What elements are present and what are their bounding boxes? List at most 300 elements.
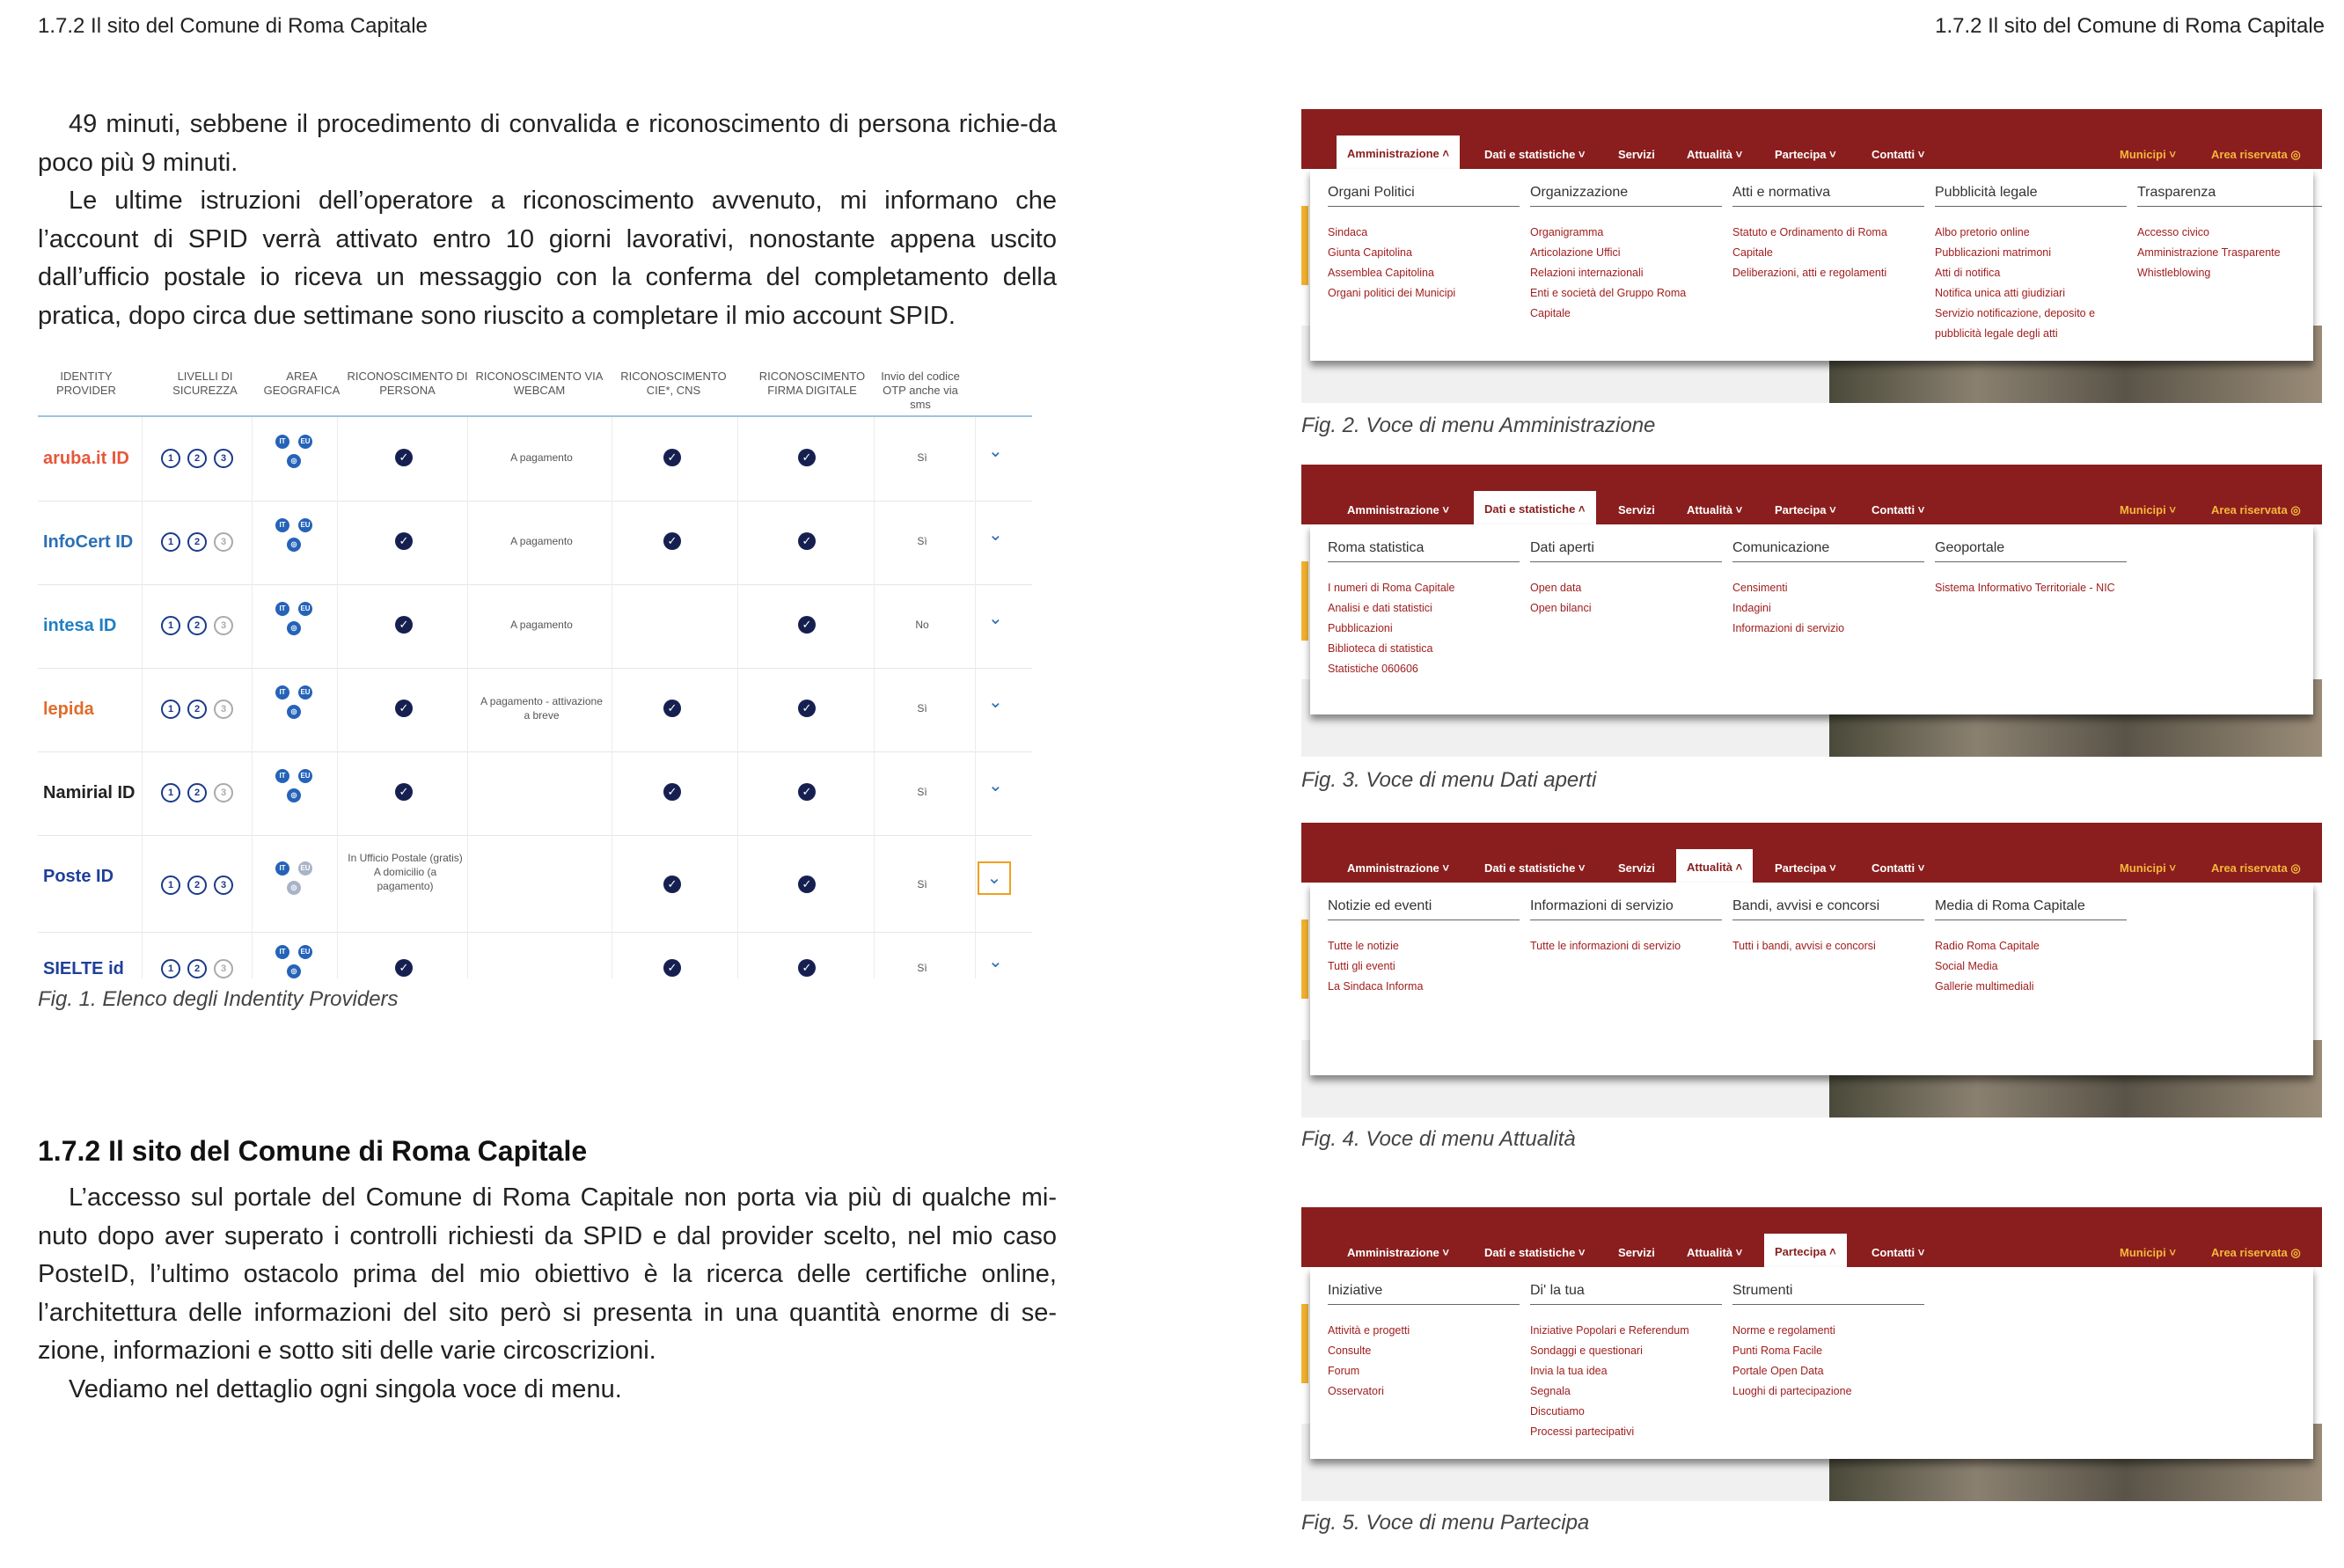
menu-column-title[interactable]: Notizie ed eventi — [1328, 898, 1520, 920]
menu-link[interactable]: Atti di notifica — [1935, 267, 2001, 279]
menu-link[interactable]: Tutte le notizie — [1328, 940, 1399, 952]
otp-value: Sì — [917, 878, 927, 890]
cell-separator — [874, 417, 875, 501]
menu-column-title[interactable]: Informazioni di servizio — [1530, 898, 1722, 920]
geo-area-icon: EU — [298, 685, 312, 700]
menu-links — [1530, 1321, 1722, 1442]
menu-links — [1732, 223, 1924, 283]
security-level-icon: 1 — [161, 449, 180, 468]
menu-links — [1328, 578, 1520, 679]
cell-separator — [337, 501, 338, 584]
nav-item-amministrazione[interactable]: Amministrazione ˅ — [1347, 861, 1449, 875]
menu-link[interactable]: Sondaggi e questionari — [1530, 1345, 1643, 1357]
running-head-right: 1.7.2 Il sito del Comune di Roma Capitale — [1935, 14, 2325, 38]
running-head-left: 1.7.2 Il sito del Comune di Roma Capitale — [38, 14, 428, 38]
check-icon: ✓ — [798, 449, 816, 466]
menu-column — [1732, 1283, 1924, 1402]
geo-area-icon: IT — [275, 602, 289, 616]
nav-item-attualit-[interactable]: Attualità ˅ — [1687, 503, 1743, 517]
section-paragraph-1: L’accesso sul portale del Comune di Roma Capitale non porta via più di qualche mi-nuto dopo aver superato i controlli richiesti da SPID e dal provider scelto, nel mio caso PosteID, l’ultimo ostacolo prima del mio obiettivo è la ricerca delle certifiche online, l’architettura delle informazioni del sito però si presenta in una quantità enorme di se-zione, informazioni e sotto siti delle varie circoscrizioni. — [38, 1183, 1057, 1365]
menu-column — [1328, 898, 1520, 997]
cell-separator — [337, 417, 338, 501]
menu-links — [1328, 1321, 1520, 1402]
check-icon: ✓ — [798, 532, 816, 550]
nav-item-partecipa[interactable]: Partecipa ˄ — [1764, 1234, 1847, 1267]
menu-link[interactable]: Tutti gli eventi — [1328, 960, 1395, 972]
table-row — [38, 417, 1032, 502]
menu-column — [1328, 540, 1520, 679]
main-navbar — [1301, 1207, 2322, 1267]
cell-separator — [337, 668, 338, 751]
security-level-icon: 1 — [161, 532, 180, 552]
th-cie: RICONOSCIMENTO CIE*, CNS — [620, 370, 727, 397]
menu-column-title[interactable]: Pubblicità legale — [1935, 185, 2127, 207]
menu-link[interactable]: Statuto e Ordinamento di Roma Capitale — [1732, 226, 1887, 259]
chevron-down-icon[interactable]: ⌄ — [988, 776, 1003, 795]
menu-link[interactable]: Analisi e dati statistici — [1328, 602, 1432, 614]
menu-links — [1530, 223, 1722, 324]
geo-area-icon: EU — [298, 861, 312, 876]
cell-separator — [467, 751, 468, 835]
geo-area-icon: IT — [275, 945, 289, 959]
nav-item-contatti[interactable]: Contatti ˅ — [1872, 1246, 1925, 1259]
cell-separator — [467, 668, 468, 751]
menu-links — [2137, 223, 2322, 283]
nav-item-dati-e-statistiche[interactable]: Dati e statistiche ˅ — [1484, 861, 1586, 875]
menu-links — [1328, 936, 1520, 997]
menu-column — [1530, 1283, 1722, 1442]
yellow-side-tab — [1301, 920, 1308, 999]
webcam-text: A pagamento — [510, 619, 573, 631]
cell-separator — [252, 835, 253, 932]
main-navbar — [1301, 823, 2322, 883]
menu-column-title[interactable]: Strumenti — [1732, 1283, 1924, 1305]
check-icon: ✓ — [663, 876, 681, 893]
check-icon: ✓ — [798, 783, 816, 801]
nav-area-riservata[interactable]: Area riservata ◎ — [2211, 861, 2301, 875]
menu-link[interactable]: Organi politici dei Municipi — [1328, 287, 1456, 299]
nav-area-riservata[interactable]: Area riservata ◎ — [2211, 503, 2301, 517]
menu-links — [1732, 1321, 1924, 1402]
menu-link[interactable]: Social Media — [1935, 960, 1998, 972]
menu-links — [1732, 578, 1924, 639]
cell-separator — [737, 501, 738, 584]
geo-area-icon: IT — [275, 518, 289, 532]
otp-value: No — [915, 619, 929, 631]
menu-link[interactable]: Punti Roma Facile — [1732, 1345, 1823, 1357]
nav-item-servizi[interactable]: Servizi — [1618, 861, 1655, 875]
cell-separator — [737, 927, 738, 978]
check-icon: ✓ — [395, 532, 413, 550]
cell-separator — [737, 417, 738, 501]
menu-link[interactable]: Tutte le informazioni di servizio — [1530, 940, 1681, 952]
otp-value: Sì — [917, 451, 927, 464]
cell-separator — [874, 501, 875, 584]
globe-icon: ◎ — [287, 538, 301, 552]
chevron-down-icon[interactable]: ⌄ — [978, 861, 1011, 895]
provider-logo: aruba.it ID — [43, 448, 129, 468]
main-navbar — [1301, 109, 2322, 169]
menu-link[interactable]: Organigramma — [1530, 226, 1604, 238]
cell-separator — [975, 417, 976, 501]
chevron-down-icon[interactable]: ⌄ — [988, 609, 1003, 628]
dropdown-panel — [1310, 1267, 2313, 1459]
menu-link[interactable]: Open data — [1530, 582, 1582, 594]
nav-item-dati-e-statistiche[interactable]: Dati e statistiche ˄ — [1474, 491, 1596, 524]
provider-logo: intesa ID — [43, 615, 117, 635]
menu-link[interactable]: Articolazione Uffici — [1530, 246, 1621, 259]
menu-link[interactable]: Tutti i bandi, avvisi e concorsi — [1732, 940, 1876, 952]
check-icon: ✓ — [395, 959, 413, 977]
menu-column — [1328, 185, 1520, 304]
table-row — [38, 584, 1032, 669]
nav-item-attualit-[interactable]: Attualità ˅ — [1687, 148, 1743, 161]
cell-separator — [467, 501, 468, 584]
nav-municipi[interactable]: Municipi ˅ — [2120, 148, 2176, 161]
dropdown-panel — [1310, 524, 2313, 714]
security-level-icon: 3 — [214, 700, 233, 719]
menu-link[interactable]: Assemblea Capitolina — [1328, 267, 1434, 279]
otp-value: Sì — [917, 535, 927, 547]
menu-link[interactable]: Whistleblowing — [2137, 267, 2211, 279]
menu-link[interactable]: Luoghi di partecipazione — [1732, 1385, 1852, 1397]
menu-link[interactable]: La Sindaca Informa — [1328, 980, 1424, 993]
check-icon: ✓ — [798, 959, 816, 977]
menu-link[interactable]: Informazioni di servizio — [1732, 622, 1845, 634]
table-row — [38, 927, 1032, 978]
menu-link[interactable]: Censimenti — [1732, 582, 1788, 594]
intro-paragraph-2: Le ultime istruzioni dell’operatore a riconoscimento avvenuto, mi informano che l’account di SPID verrà attivato entro 10 giorni lavorativi, nonostante appena uscito dall’ufficio postale io riceva un messaggio con la conferma del completamento della pratica, dopo circa due settimane sono riuscito a completare il mio account SPID. — [38, 187, 1057, 330]
menu-link[interactable]: Relazioni internazionali — [1530, 267, 1644, 279]
check-icon: ✓ — [798, 876, 816, 893]
nav-municipi[interactable]: Municipi ˅ — [2120, 861, 2176, 875]
globe-icon: ◎ — [287, 964, 301, 978]
menu-link[interactable]: Open bilanci — [1530, 602, 1592, 614]
th-livelli: LIVELLI DI SICUREZZA — [172, 370, 238, 397]
geo-area-icon: IT — [275, 769, 289, 783]
table-row — [38, 751, 1032, 836]
cell-separator — [337, 751, 338, 835]
menu-link[interactable]: Iniziative Popolari e Referendum — [1530, 1324, 1689, 1337]
nav-item-partecipa[interactable]: Partecipa ˅ — [1775, 861, 1836, 875]
nav-item-contatti[interactable]: Contatti ˅ — [1872, 503, 1925, 517]
cell-separator — [337, 584, 338, 668]
cell-separator — [252, 927, 253, 978]
nav-area-riservata[interactable]: Area riservata ◎ — [2211, 148, 2301, 161]
cell-separator — [975, 501, 976, 584]
security-level-icon: 2 — [187, 783, 207, 802]
cell-separator — [975, 668, 976, 751]
spid-providers-table — [38, 363, 1032, 978]
nav-item-amministrazione[interactable]: Amministrazione ˅ — [1347, 1246, 1449, 1259]
menu-column-title[interactable]: Geoportale — [1935, 540, 2127, 562]
menu-column — [1732, 898, 1924, 956]
section-text — [38, 1179, 1057, 1409]
menu-link[interactable]: Radio Roma Capitale — [1935, 940, 2040, 952]
nav-item-dati-e-statistiche[interactable]: Dati e statistiche ˅ — [1484, 148, 1586, 161]
check-icon: ✓ — [395, 449, 413, 466]
globe-icon: ◎ — [287, 788, 301, 802]
nav-item-amministrazione[interactable]: Amministrazione ˅ — [1347, 503, 1449, 517]
webcam-text: A pagamento — [510, 451, 573, 464]
menu-column-title[interactable]: Bandi, avvisi e concorsi — [1732, 898, 1924, 920]
cell-separator — [874, 927, 875, 978]
cell-separator — [737, 584, 738, 668]
security-level-icon: 2 — [187, 532, 207, 552]
menu-column — [1935, 540, 2127, 598]
nav-municipi[interactable]: Municipi ˅ — [2120, 1246, 2176, 1259]
check-icon: ✓ — [798, 700, 816, 717]
cell-separator — [975, 927, 976, 978]
menu-column — [1935, 898, 2127, 997]
menu-column-title[interactable]: Di' la tua — [1530, 1283, 1722, 1305]
menu-column-title[interactable]: Organi Politici — [1328, 185, 1520, 207]
otp-value: Sì — [917, 702, 927, 714]
menu-links — [1935, 578, 2127, 598]
menu-column — [1328, 1283, 1520, 1402]
th-otp: Invio del codice OTP anche via sms — [881, 370, 960, 411]
cell-separator — [252, 501, 253, 584]
menu-column — [1530, 185, 1722, 324]
yellow-side-tab — [1301, 206, 1308, 285]
caption-fig3: Fig. 3. Voce di menu Dati aperti — [1301, 768, 1597, 792]
nav-item-amministrazione[interactable]: Amministrazione ˄ — [1337, 136, 1460, 169]
check-icon: ✓ — [663, 449, 681, 466]
chevron-down-icon[interactable]: ⌄ — [988, 525, 1003, 545]
yellow-side-tab — [1301, 1304, 1308, 1383]
menu-link[interactable]: Giunta Capitolina — [1328, 246, 1412, 259]
th-webcam: RICONOSCIMENTO VIA WEBCAM — [475, 370, 604, 397]
menu-link[interactable]: Osservatori — [1328, 1385, 1384, 1397]
menu-column-title[interactable]: Trasparenza — [2137, 185, 2322, 207]
yellow-side-tab — [1301, 561, 1308, 641]
security-level-icon: 1 — [161, 783, 180, 802]
nav-item-partecipa[interactable]: Partecipa ˅ — [1775, 148, 1836, 161]
nav-item-dati-e-statistiche[interactable]: Dati e statistiche ˅ — [1484, 1246, 1586, 1259]
nav-item-contatti[interactable]: Contatti ˅ — [1872, 148, 1925, 161]
menu-link[interactable]: Servizio notificazione, deposito e pubblicità legale degli atti — [1935, 307, 2096, 340]
cell-separator — [874, 751, 875, 835]
section-paragraph-2: Vediamo nel dettaglio ogni singola voce di menu. — [69, 1374, 622, 1403]
check-icon: ✓ — [798, 616, 816, 634]
menu-link[interactable]: Biblioteca di statistica — [1328, 642, 1433, 655]
menu-link[interactable]: Deliberazioni, atti e regolamenti — [1732, 267, 1887, 279]
geo-area-icon: IT — [275, 861, 289, 876]
security-level-icon: 1 — [161, 959, 180, 978]
geo-area-icon: EU — [298, 518, 312, 532]
geo-area-icon: EU — [298, 769, 312, 783]
check-icon: ✓ — [395, 783, 413, 801]
menu-column — [1530, 898, 1722, 956]
cell-separator — [467, 927, 468, 978]
security-level-icon: 2 — [187, 700, 207, 719]
nav-item-servizi[interactable]: Servizi — [1618, 1246, 1655, 1259]
webcam-text: A pagamento - attivazione a breve — [480, 695, 603, 722]
menu-link[interactable]: Sistema Informativo Territoriale - NIC — [1935, 582, 2115, 594]
geo-area-icon: EU — [298, 945, 312, 959]
person-recognition-text: In Ufficio Postale (gratis) A domicilio (a pagamento) — [348, 852, 463, 892]
menu-link[interactable]: Consulte — [1328, 1345, 1372, 1357]
nav-municipi[interactable]: Municipi ˅ — [2120, 503, 2176, 517]
provider-logo: lepida — [43, 699, 94, 719]
provider-logo: InfoCert ID — [43, 531, 134, 552]
security-level-icon: 3 — [214, 959, 233, 978]
menu-link[interactable]: Invia la tua idea — [1530, 1365, 1608, 1377]
menu-link[interactable]: Enti e società del Gruppo Roma Capitale — [1530, 287, 1687, 319]
cell-separator — [737, 835, 738, 932]
fig3-menu-dati — [1301, 465, 2322, 757]
menu-link[interactable]: Gallerie multimediali — [1935, 980, 2034, 993]
menu-links — [1530, 936, 1722, 956]
cell-separator — [467, 417, 468, 501]
security-level-icon: 3 — [214, 876, 233, 895]
cell-separator — [874, 584, 875, 668]
menu-link[interactable]: Statistiche 060606 — [1328, 663, 1418, 675]
menu-link[interactable]: Notifica unica atti giudiziari — [1935, 287, 2065, 299]
fig2-menu-amministrazione — [1301, 109, 2322, 403]
menu-column-title[interactable]: Iniziative — [1328, 1283, 1520, 1305]
cell-separator — [874, 835, 875, 932]
menu-column — [1732, 185, 1924, 283]
menu-links — [1935, 223, 2127, 344]
security-level-icon: 2 — [187, 449, 207, 468]
table-row — [38, 835, 1032, 933]
menu-link[interactable]: Portale Open Data — [1732, 1365, 1824, 1377]
menu-column — [2137, 185, 2322, 283]
cell-separator — [252, 584, 253, 668]
menu-column-title[interactable]: Organizzazione — [1530, 185, 1722, 207]
provider-logo: Poste ID — [43, 866, 114, 886]
main-navbar — [1301, 465, 2322, 524]
th-firma: RICONOSCIMENTO FIRMA DIGITALE — [758, 370, 866, 397]
check-icon: ✓ — [663, 783, 681, 801]
th-persona: RICONOSCIMENTO DI PERSONA — [347, 370, 468, 397]
menu-links — [1935, 936, 2127, 997]
menu-links — [1530, 578, 1722, 619]
globe-icon: ◎ — [287, 705, 301, 719]
chevron-down-icon[interactable]: ⌄ — [988, 692, 1003, 712]
geo-area-icon: EU — [298, 435, 312, 449]
security-level-icon: 3 — [214, 616, 233, 635]
menu-column-title[interactable]: Media di Roma Capitale — [1935, 898, 2127, 920]
table-row — [38, 501, 1032, 585]
menu-column — [1732, 540, 1924, 639]
intro-text — [38, 106, 1057, 335]
menu-column-title[interactable]: Atti e normativa — [1732, 185, 1924, 207]
menu-link[interactable]: I numeri di Roma Capitale — [1328, 582, 1455, 594]
cell-separator — [467, 584, 468, 668]
globe-icon: ◎ — [287, 454, 301, 468]
cell-separator — [975, 584, 976, 668]
check-icon: ✓ — [395, 616, 413, 634]
nav-item-attualit-[interactable]: Attualità ˄ — [1676, 849, 1753, 883]
caption-fig2: Fig. 2. Voce di menu Amministrazione — [1301, 414, 1656, 437]
geo-area-icon: EU — [298, 602, 312, 616]
nav-item-contatti[interactable]: Contatti ˅ — [1872, 861, 1925, 875]
fig5-menu-partecipa — [1301, 1207, 2322, 1501]
menu-link[interactable]: Albo pretorio online — [1935, 226, 2030, 238]
fig4-menu-attualita — [1301, 823, 2322, 1117]
caption-fig4: Fig. 4. Voce di menu Attualità — [1301, 1127, 1576, 1151]
check-icon: ✓ — [663, 959, 681, 977]
menu-column-title[interactable]: Comunicazione — [1732, 540, 1924, 562]
cell-separator — [467, 835, 468, 932]
nav-area-riservata[interactable]: Area riservata ◎ — [2211, 1246, 2301, 1259]
nav-item-attualit-[interactable]: Attualità ˅ — [1687, 1246, 1743, 1259]
webcam-text: A pagamento — [510, 535, 573, 547]
menu-link[interactable]: Discutiamo — [1530, 1405, 1585, 1418]
caption-fig1: Fig. 1. Elenco degli Indentity Providers — [38, 987, 399, 1011]
menu-column-title[interactable]: Roma statistica — [1328, 540, 1520, 562]
security-level-icon: 3 — [214, 532, 233, 552]
menu-link[interactable]: Pubblicazioni — [1328, 622, 1393, 634]
geo-area-icon: IT — [275, 685, 289, 700]
chevron-down-icon[interactable]: ⌄ — [988, 442, 1003, 461]
otp-value: Sì — [917, 786, 927, 798]
menu-link[interactable]: Pubblicazioni matrimoni — [1935, 246, 2052, 259]
menu-link[interactable]: Accesso civico — [2137, 226, 2209, 238]
menu-link[interactable]: Forum — [1328, 1365, 1360, 1377]
th-identity-provider: IDENTITY PROVIDER — [56, 370, 116, 397]
cell-separator — [975, 751, 976, 835]
nav-item-servizi[interactable]: Servizi — [1618, 148, 1655, 161]
nav-item-partecipa[interactable]: Partecipa ˅ — [1775, 503, 1836, 517]
otp-value: Sì — [917, 962, 927, 974]
cell-separator — [252, 668, 253, 751]
globe-icon: ◎ — [287, 881, 301, 895]
check-icon: ✓ — [395, 700, 413, 717]
menu-link[interactable]: Processi partecipativi — [1530, 1425, 1635, 1438]
security-level-icon: 1 — [161, 616, 180, 635]
menu-link[interactable]: Indagini — [1732, 602, 1771, 614]
security-level-icon: 3 — [214, 449, 233, 468]
security-level-icon: 2 — [187, 876, 207, 895]
geo-area-icon: IT — [275, 435, 289, 449]
globe-icon: ◎ — [287, 621, 301, 635]
dropdown-panel — [1310, 883, 2313, 1075]
chevron-down-icon[interactable]: ⌄ — [988, 952, 1003, 971]
intro-paragraph-1: 49 minuti, sebbene il procedimento di convalida e riconoscimento di persona richie-da poco più 9 minuti. — [38, 110, 1057, 177]
cell-separator — [737, 668, 738, 751]
menu-link[interactable]: Segnala — [1530, 1385, 1571, 1397]
menu-column — [1935, 185, 2127, 344]
check-icon: ✓ — [663, 532, 681, 550]
cell-separator — [337, 835, 338, 932]
cell-separator — [252, 417, 253, 501]
caption-fig5: Fig. 5. Voce di menu Partecipa — [1301, 1511, 1590, 1535]
menu-link[interactable]: Attività e progetti — [1328, 1324, 1410, 1337]
provider-logo: SIELTE id — [43, 958, 124, 978]
security-level-icon: 1 — [161, 876, 180, 895]
menu-column-title[interactable]: Dati aperti — [1530, 540, 1722, 562]
menu-link[interactable]: Norme e regolamenti — [1732, 1324, 1835, 1337]
th-area: AREA GEOGRAFICA — [263, 370, 341, 397]
dropdown-panel — [1310, 169, 2313, 361]
cell-separator — [737, 751, 738, 835]
menu-column — [1530, 540, 1722, 619]
cell-separator — [975, 835, 976, 932]
security-level-icon: 2 — [187, 959, 207, 978]
menu-link[interactable]: Amministrazione Trasparente — [2137, 246, 2281, 259]
check-icon: ✓ — [663, 700, 681, 717]
cell-separator — [874, 668, 875, 751]
security-level-icon: 1 — [161, 700, 180, 719]
section-title: 1.7.2 Il sito del Comune di Roma Capitale — [38, 1135, 588, 1167]
nav-item-servizi[interactable]: Servizi — [1618, 503, 1655, 517]
cell-separator — [252, 751, 253, 835]
menu-links — [1328, 223, 1520, 304]
menu-link[interactable]: Sindaca — [1328, 226, 1368, 238]
